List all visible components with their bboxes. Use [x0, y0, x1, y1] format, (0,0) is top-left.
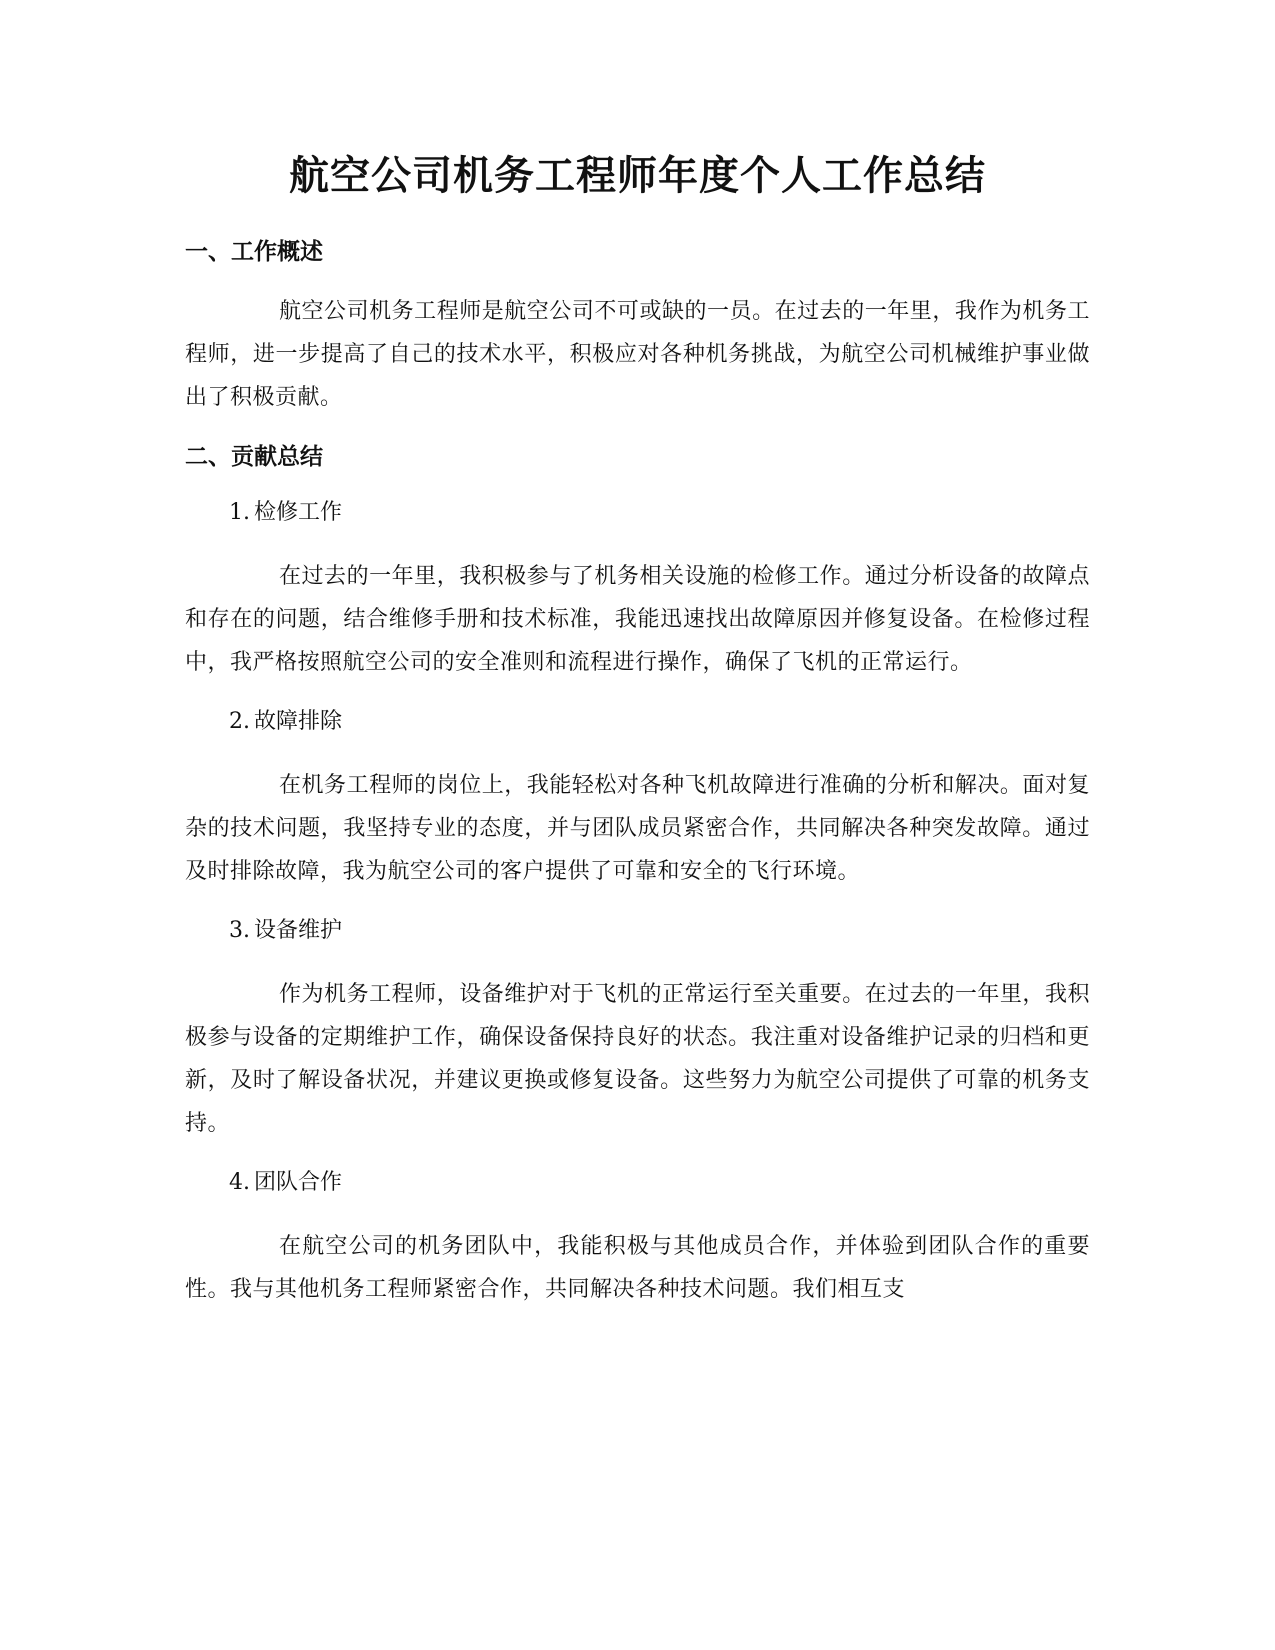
item-paragraph-troubleshooting: 在机务工程师的岗位上，我能轻松对各种飞机故障进行准确的分析和解决。面对复杂的技术问题，我坚持专业的态度，并与团队成员紧密合作，共同解决各种突发故障。通过及时排除故障，我为航空公司的客户提供了可靠和安全的飞行环境。: [185, 773, 1090, 884]
item-heading-maintenance-inspection: [185, 495, 1090, 531]
item-label: 故障排除: [254, 709, 343, 734]
item-number: 2.: [229, 709, 250, 734]
item-paragraph-equipment-maintenance: 作为机务工程师，设备维护对于飞机的正常运行至关重要。在过去的一年里，我积极参与设备的定期维护工作，确保设备保持良好的状态。我注重对设备维护记录的归档和更新，及时了解设备状况，并建议更换或修复设备。这些努力为航空公司提供了可靠的机务支持。: [185, 982, 1090, 1136]
section-heading-overview: 一、工作概述: [185, 239, 323, 265]
item-heading-equipment-maintenance: [185, 913, 1090, 949]
item-number: 3.: [229, 918, 250, 943]
document-body: [185, 148, 1090, 1331]
item-number: 4.: [229, 1170, 250, 1195]
item-paragraph-teamwork: 在航空公司的机务团队中，我能积极与其他成员合作，并体验到团队合作的重要性。我与其他机务工程师紧密合作，共同解决各种技术问题。我们相互支: [185, 1234, 1090, 1302]
document-title: 航空公司机务工程师年度个人工作总结: [289, 153, 986, 199]
overview-paragraph: 航空公司机务工程师是航空公司不可或缺的一员。在过去的一年里，我作为机务工程师，进一步提高了自己的技术水平，积极应对各种机务挑战，为航空公司机械维护事业做出了积极贡献。: [185, 299, 1090, 410]
item-heading-troubleshooting: [185, 704, 1090, 740]
item-label: 设备维护: [254, 918, 343, 943]
item-paragraph-maintenance-inspection: 在过去的一年里，我积极参与了机务相关设施的检修工作。通过分析设备的故障点和存在的问题，结合维修手册和技术标准，我能迅速找出故障原因并修复设备。在检修过程中，我严格按照航空公司的安全准则和流程进行操作，确保了飞机的正常运行。: [185, 564, 1090, 675]
item-label: 团队合作: [254, 1170, 343, 1195]
item-heading-teamwork: [185, 1165, 1090, 1201]
item-number: 1.: [229, 500, 250, 525]
section-heading-contributions: 二、贡献总结: [185, 444, 323, 470]
item-label: 检修工作: [254, 500, 343, 525]
